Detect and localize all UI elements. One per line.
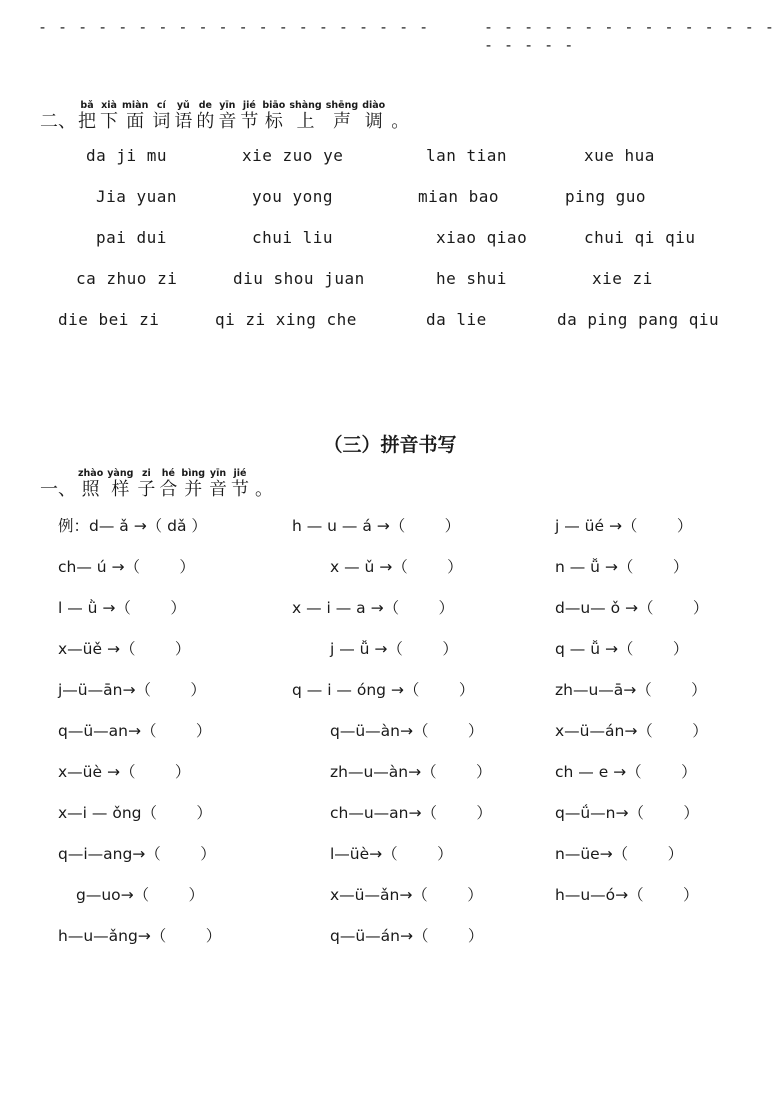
pinyin-word: chui qi qiu — [584, 228, 696, 247]
hanzi-char: 面 — [126, 111, 145, 132]
hanzi-char: 上 — [296, 111, 315, 132]
exercise-item: l — ǜ →（ ） — [58, 599, 186, 617]
pinyin-word: mian bao — [418, 187, 500, 206]
hanzi-char: 声 — [332, 111, 351, 132]
exercise-item: j — üé →（ ） — [555, 517, 693, 535]
pinyin-word: lan tian — [426, 146, 508, 165]
section2-ruby — [78, 100, 389, 133]
hanzi-char: 语 — [174, 111, 193, 132]
pinyin-annotation: yīn — [209, 468, 227, 479]
pinyin-annotation: jié — [242, 100, 256, 111]
pinyin-word: da ping pang qiu — [557, 310, 720, 329]
exercise-item: h — u — á →（ ） — [292, 517, 461, 535]
exercise-item: j — ǚ →（ ） — [330, 640, 458, 658]
hanzi-char: 节 — [240, 111, 259, 132]
pinyin-word: ca zhuo zi — [76, 269, 178, 288]
dash-line-right: - - - - - - - - - - - - - - - - - - - - — [484, 18, 775, 54]
section2-end: 。 — [391, 111, 410, 132]
ruby-char — [174, 100, 192, 133]
ruby-char — [326, 100, 358, 133]
pinyin-annotation: yǔ — [176, 100, 190, 111]
exercise-item: j—ü—ān→（ ） — [58, 681, 206, 699]
pinyin-annotation: yàng — [107, 468, 134, 479]
ruby-char — [159, 468, 177, 501]
exercise-item: x—ü—án→（ ） — [555, 722, 708, 740]
section3-heading — [40, 468, 273, 501]
exercise-item: zh—u—ā→（ ） — [555, 681, 707, 699]
hanzi-char: 标 — [264, 111, 283, 132]
exercise-item: x—üě →（ ） — [58, 640, 191, 658]
section2-number: 二、 — [40, 111, 76, 132]
pinyin-word: chui liu — [252, 228, 334, 247]
ruby-char — [289, 100, 321, 133]
pinyin-word: ping guo — [565, 187, 647, 206]
pinyin-word: he shui — [436, 269, 507, 288]
exercise-item: q—ǘ—n→（ ） — [555, 804, 699, 822]
exercise-item: ch— ú →（ ） — [58, 558, 195, 576]
ruby-char — [231, 468, 249, 501]
ruby-char — [181, 468, 205, 501]
pinyin-annotation: bìng — [181, 468, 206, 479]
exercise-item: d—u— ǒ →（ ） — [555, 599, 709, 617]
exercise-item: n—üe→（ ） — [555, 845, 684, 863]
pinyin-word: xie zi — [592, 269, 653, 288]
exercise-item: zh—u—àn→（ ） — [330, 763, 492, 781]
ruby-char — [209, 468, 227, 501]
hanzi-char: 子 — [137, 479, 156, 500]
section3-ruby — [78, 468, 253, 501]
ruby-char — [262, 100, 285, 133]
section2-heading — [40, 100, 409, 133]
section3-end: 。 — [255, 479, 274, 500]
exercise-item: n — ǚ →（ ） — [555, 558, 689, 576]
hanzi-char: 音 — [209, 479, 228, 500]
exercise-item: x — i — a →（ ） — [292, 599, 455, 617]
exercise-item: h—u—ó→（ ） — [555, 886, 699, 904]
section3-number: 一、 — [40, 479, 76, 500]
ruby-char — [78, 100, 96, 133]
ruby-char — [240, 100, 258, 133]
exercise-item: q—ü—an→（ ） — [58, 722, 212, 740]
hanzi-char: 的 — [196, 111, 215, 132]
pinyin-annotation: diào — [362, 100, 386, 111]
exercise-item: g—uo→（ ） — [76, 886, 205, 904]
pinyin-word: pai dui — [96, 228, 167, 247]
hanzi-char: 样 — [111, 479, 130, 500]
pinyin-annotation: miàn — [122, 100, 149, 111]
pinyin-annotation: zi — [142, 468, 151, 479]
pinyin-word: qi zi xing che — [215, 310, 357, 329]
pinyin-annotation: shēng — [325, 100, 359, 111]
ruby-char — [218, 100, 236, 133]
pinyin-word: xiao qiao — [436, 228, 528, 247]
exercise-item: q—ü—àn→（ ） — [330, 722, 484, 740]
hanzi-char: 节 — [231, 479, 250, 500]
pinyin-annotation: biāo — [262, 100, 286, 111]
pinyin-word: Jia yuan — [96, 187, 178, 206]
pinyin-annotation: jié — [233, 468, 247, 479]
hanzi-char: 调 — [364, 111, 383, 132]
pinyin-word: da ji mu — [86, 146, 168, 165]
pinyin-annotation: cí — [156, 100, 166, 111]
pinyin-word: da lie — [426, 310, 487, 329]
hanzi-char: 词 — [152, 111, 171, 132]
exercise-item: q — i — óng →（ ） — [292, 681, 475, 699]
hanzi-char: 下 — [100, 111, 118, 132]
pinyin-word: die bei zi — [58, 310, 160, 329]
exercise-item: h—u—ǎng→（ ） — [58, 927, 222, 945]
pinyin-word: xue hua — [584, 146, 655, 165]
ruby-char — [137, 468, 155, 501]
ruby-char — [107, 468, 133, 501]
pinyin-annotation: shàng — [289, 100, 322, 111]
pinyin-annotation: xià — [101, 100, 117, 111]
exercise-item: 例：d— ǎ →（ dǎ ） — [58, 517, 207, 535]
hanzi-char: 照 — [81, 479, 100, 500]
hanzi-char: 并 — [184, 479, 203, 500]
ruby-char — [196, 100, 214, 133]
exercise-item: x—i — ǒng（ ） — [58, 804, 212, 822]
hanzi-char: 把 — [78, 111, 96, 132]
hanzi-char: 音 — [218, 111, 237, 132]
pinyin-word: xie zuo ye — [242, 146, 344, 165]
pinyin-annotation: bǎ — [80, 100, 94, 111]
ruby-char — [362, 100, 385, 133]
pinyin-word: diu shou juan — [233, 269, 365, 288]
pinyin-annotation: hé — [161, 468, 176, 479]
ruby-char — [152, 100, 170, 133]
exercise-item: x — ǔ →（ ） — [330, 558, 463, 576]
pinyin-annotation: yīn — [219, 100, 236, 111]
exercise-item: x—ü—ǎn→（ ） — [330, 886, 483, 904]
exercise-item: ch—u—an→（ ） — [330, 804, 492, 822]
ruby-char — [100, 100, 118, 133]
exercise-item: x—üè →（ ） — [58, 763, 191, 781]
exercise-item: q—ü—án→（ ） — [330, 927, 484, 945]
exercise-item: ch — e →（ ） — [555, 763, 697, 781]
exercise-item: q — ǚ →（ ） — [555, 640, 689, 658]
section3-title: （三）拼音书写 — [323, 434, 457, 456]
pinyin-annotation: zhào — [78, 468, 104, 479]
exercise-item: l—üè→（ ） — [330, 845, 453, 863]
ruby-char — [78, 468, 103, 501]
hanzi-char: 合 — [159, 479, 178, 500]
exercise-item: q—i—ang→（ ） — [58, 845, 216, 863]
pinyin-word: you yong — [252, 187, 334, 206]
dash-line-left: - - - - - - - - - - - - - - - - - - - - — [38, 18, 430, 36]
pinyin-annotation: de — [198, 100, 212, 111]
ruby-char — [122, 100, 148, 133]
